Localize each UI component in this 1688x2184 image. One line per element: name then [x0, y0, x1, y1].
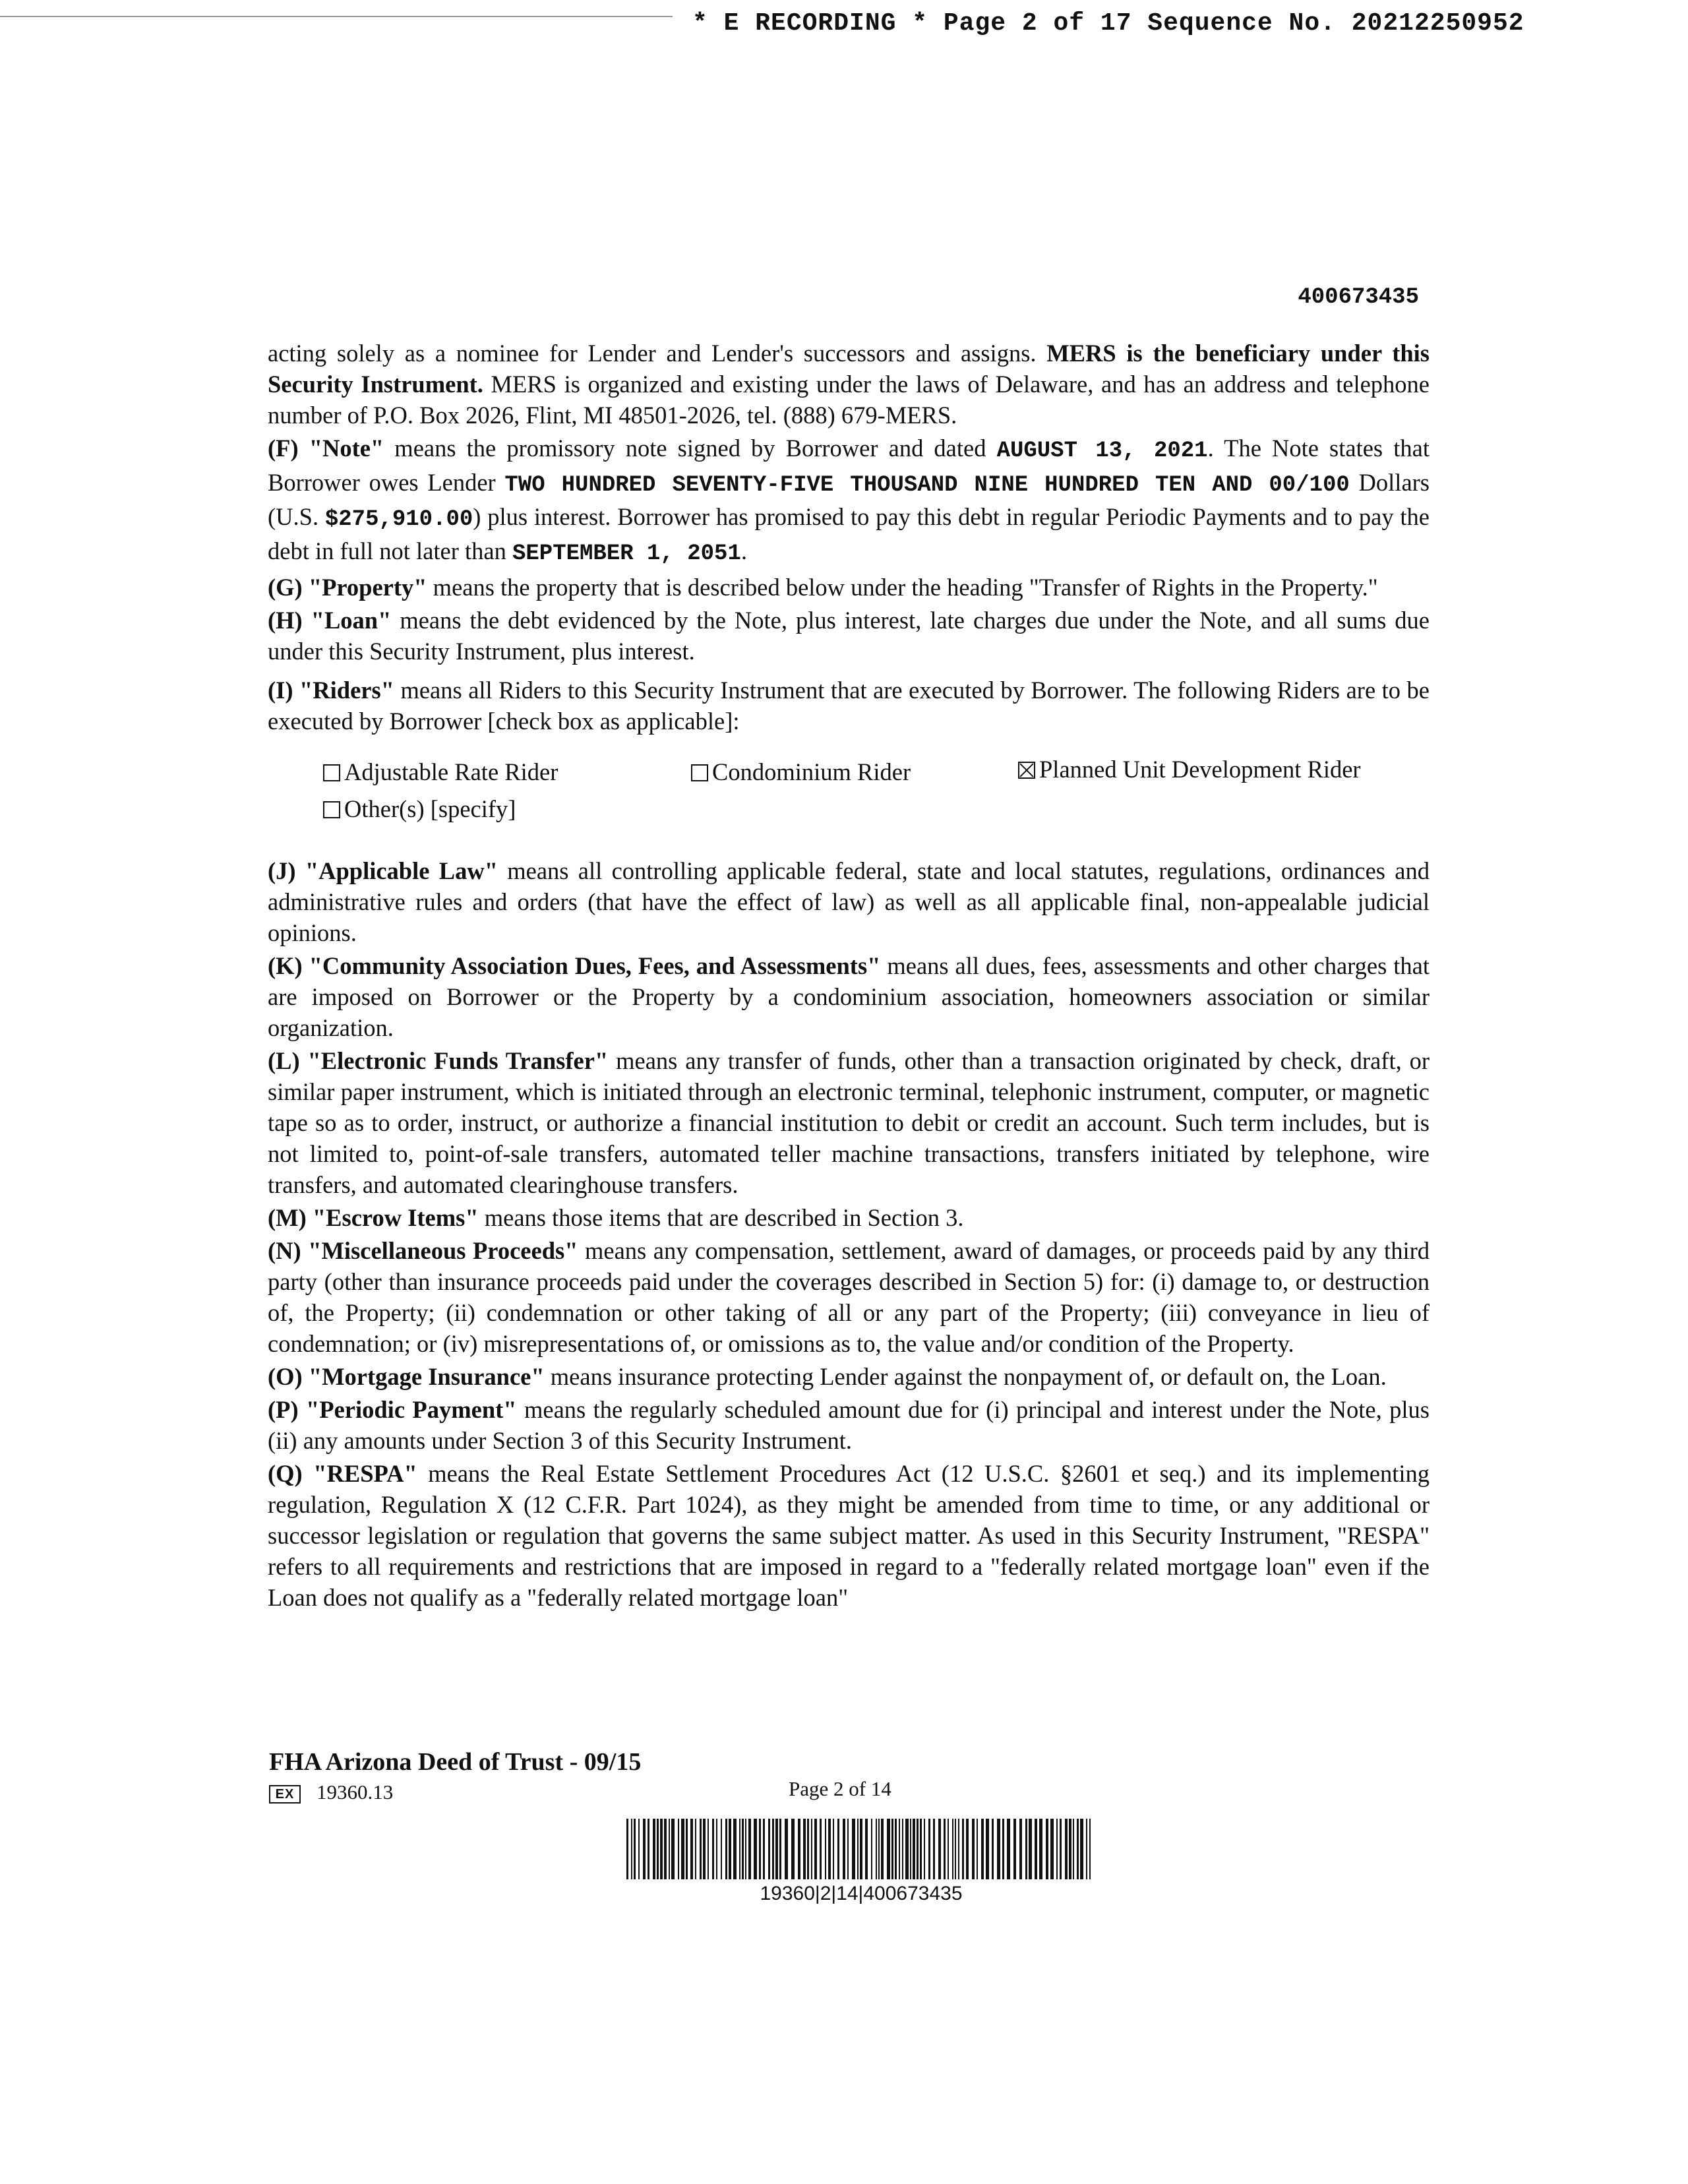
checkbox-icon — [691, 764, 708, 781]
rider-option-condominium[interactable] — [691, 756, 911, 787]
loan-amount-words: TWO HUNDRED SEVENTY-FIVE THOUSAND NINE HUNDRED TEN AND 00/100 — [504, 473, 1350, 498]
mortgage-insurance-definition — [268, 1361, 1430, 1392]
definition-text: means all Riders to this Security Instrument that are executed by Borrower. The following Riders are to be executed by Borrower [check box as applicable]: — [268, 677, 1430, 735]
definition-label: (Q) "RESPA" — [268, 1460, 417, 1487]
note-definition — [268, 433, 1430, 570]
note-date: AUGUST 13, 2021 — [996, 439, 1208, 464]
definition-text: means the debt evidenced by the Note, plus interest, late charges due under the Note, and all sums due under this Security Instrument, plus interest. — [268, 607, 1430, 665]
mers-text: acting solely as a nominee for Lender and Lender's successors and assigns. — [268, 340, 1047, 367]
definition-text: ) plus interest. Borrower has promised to pay this debt in regular Periodic Payments and to pay the debt in full not later than — [268, 503, 1430, 564]
maturity-date: SEPTEMBER 1, 2051 — [512, 541, 741, 566]
ellie-mae-logo: EX — [269, 1785, 301, 1804]
loan-amount: $275,910.00 — [324, 507, 473, 532]
rider-label: Condominium Rider — [712, 758, 911, 785]
barcode — [626, 1819, 1096, 1879]
definition-label: (N) "Miscellaneous Proceeds" — [268, 1237, 578, 1264]
definition-text: means the regularly scheduled amount due for (i) principal and interest under the Note, plus (ii) any amounts under Section 3 of this Security Instrument. — [268, 1396, 1430, 1454]
misc-proceeds-definition — [268, 1235, 1430, 1359]
checkbox-icon — [323, 764, 340, 781]
community-association-definition — [268, 950, 1430, 1043]
checkbox-icon — [323, 801, 340, 818]
recording-header: * E RECORDING * Page 2 of 17 Sequence No. 20212250952 — [692, 9, 1524, 38]
periodic-payment-definition — [268, 1394, 1430, 1456]
form-number: 19360.13 — [316, 1780, 394, 1804]
applicable-law-definition — [268, 855, 1430, 948]
definition-label: (K) "Community Association Dues, Fees, and Assessments" — [268, 952, 881, 979]
eft-definition — [268, 1045, 1430, 1200]
definition-label: (I) "Riders" — [268, 677, 394, 704]
definition-text: means those items that are described in Section 3. — [478, 1204, 964, 1231]
rider-label: Planned Unit Development Rider — [1039, 756, 1361, 783]
definition-label: (J) "Applicable Law" — [268, 857, 498, 884]
definition-text: . — [740, 537, 747, 564]
document-body — [268, 338, 1430, 1615]
header-rule — [0, 16, 673, 17]
loan-definition — [268, 605, 1430, 667]
definition-text: Dollars (U.S. — [268, 469, 1430, 530]
rider-option-planned-unit-development[interactable] — [1018, 754, 1361, 785]
definition-text: . The Note states that Borrower owes Lender — [268, 435, 1430, 496]
definition-text: means any compensation, settlement, award of damages, or proceeds paid by any third party (other than insurance proceeds paid under the coverages described in Section 5) for: (i) damage to, or destruction of, the Property; (ii) condemnation or other taking of all or any part of the Property; (iii) conveyance in lieu of condemnation; or (iv) misrepresentations of, or omissions as to, the value and/or condition of the Property. — [268, 1237, 1430, 1357]
rider-label: Other(s) [specify] — [344, 795, 516, 822]
rider-label: Adjustable Rate Rider — [344, 758, 558, 785]
definition-label: (L) "Electronic Funds Transfer" — [268, 1047, 609, 1074]
mers-address-text: MERS is organized and existing under the laws of Delaware, and has an address and telephone number of P.O. Box 2026, Flint, MI 48501-2026, tel. (888) 679-MERS. — [268, 371, 1430, 429]
definition-text: means all controlling applicable federal, state and local statutes, regulations, ordinances and administrative rules and orders (that have the effect of law) as well as all applicable final, non-appealable judicial opinions. — [268, 857, 1430, 946]
escrow-items-definition — [268, 1202, 1430, 1233]
respa-definition — [268, 1458, 1430, 1613]
definition-label: (G) "Property" — [268, 574, 427, 601]
definition-text: means the promissory note signed by Borrower and dated — [384, 435, 997, 462]
rider-option-adjustable-rate[interactable] — [323, 756, 558, 787]
riders-definition — [268, 675, 1430, 737]
definition-text: means the Real Estate Settlement Procedures Act (12 U.S.C. §2601 et seq.) and its implementing regulation, Regulation X (12 C.F.R. Part 1024), as they might be amended from time to time, or any additional or successor legislation or regulation that governs the same subject matter. As used in this Security Instrument, "RESPA" refers to all requirements and restrictions that are imposed in regard to a "federally related mortgage loan" even if the Loan does not qualify as a "federally related mortgage loan" — [268, 1460, 1430, 1611]
checked-checkbox-icon — [1018, 762, 1035, 779]
definition-text: means any transfer of funds, other than a transaction originated by check, draft, or similar paper instrument, which is initiated through an electronic terminal, telephonic instrument, computer, or magnetic tape so as to order, instruct, or authorize a financial institution to debit or credit an account. Such term includes, but is not limited to, point-of-sale transfers, automated teller machine transactions, transfers initiated by telephone, wire transfers, and automated clearinghouse transfers. — [268, 1047, 1430, 1198]
barcode-text: 19360|2|14|400673435 — [760, 1883, 963, 1904]
definition-text: means all dues, fees, assessments and other charges that are imposed on Borrower or the Property by a condominium association, homeowners association or similar organization. — [268, 952, 1430, 1041]
definition-label: (F) "Note" — [268, 435, 384, 462]
definition-label: (M) "Escrow Items" — [268, 1204, 479, 1231]
definition-text: means insurance protecting Lender against the nonpayment of, or default on, the Loan. — [544, 1363, 1387, 1390]
rider-option-others[interactable] — [323, 793, 516, 824]
definition-label: (O) "Mortgage Insurance" — [268, 1363, 545, 1390]
loan-number: 400673435 — [1298, 285, 1419, 310]
property-definition — [268, 572, 1430, 603]
mers-beneficiary-statement: MERS is the beneficiary under this Security Instrument. — [268, 340, 1430, 398]
definition-label: (P) "Periodic Payment" — [268, 1396, 517, 1423]
mers-paragraph — [268, 338, 1430, 431]
definition-label: (H) "Loan" — [268, 607, 392, 634]
form-title: FHA Arizona Deed of Trust - 09/15 — [269, 1748, 642, 1776]
rider-checklist — [323, 756, 1430, 829]
page-number: Page 2 of 14 — [789, 1777, 891, 1800]
definition-text: means the property that is described below under the heading "Transfer of Rights in the Property." — [427, 574, 1378, 601]
